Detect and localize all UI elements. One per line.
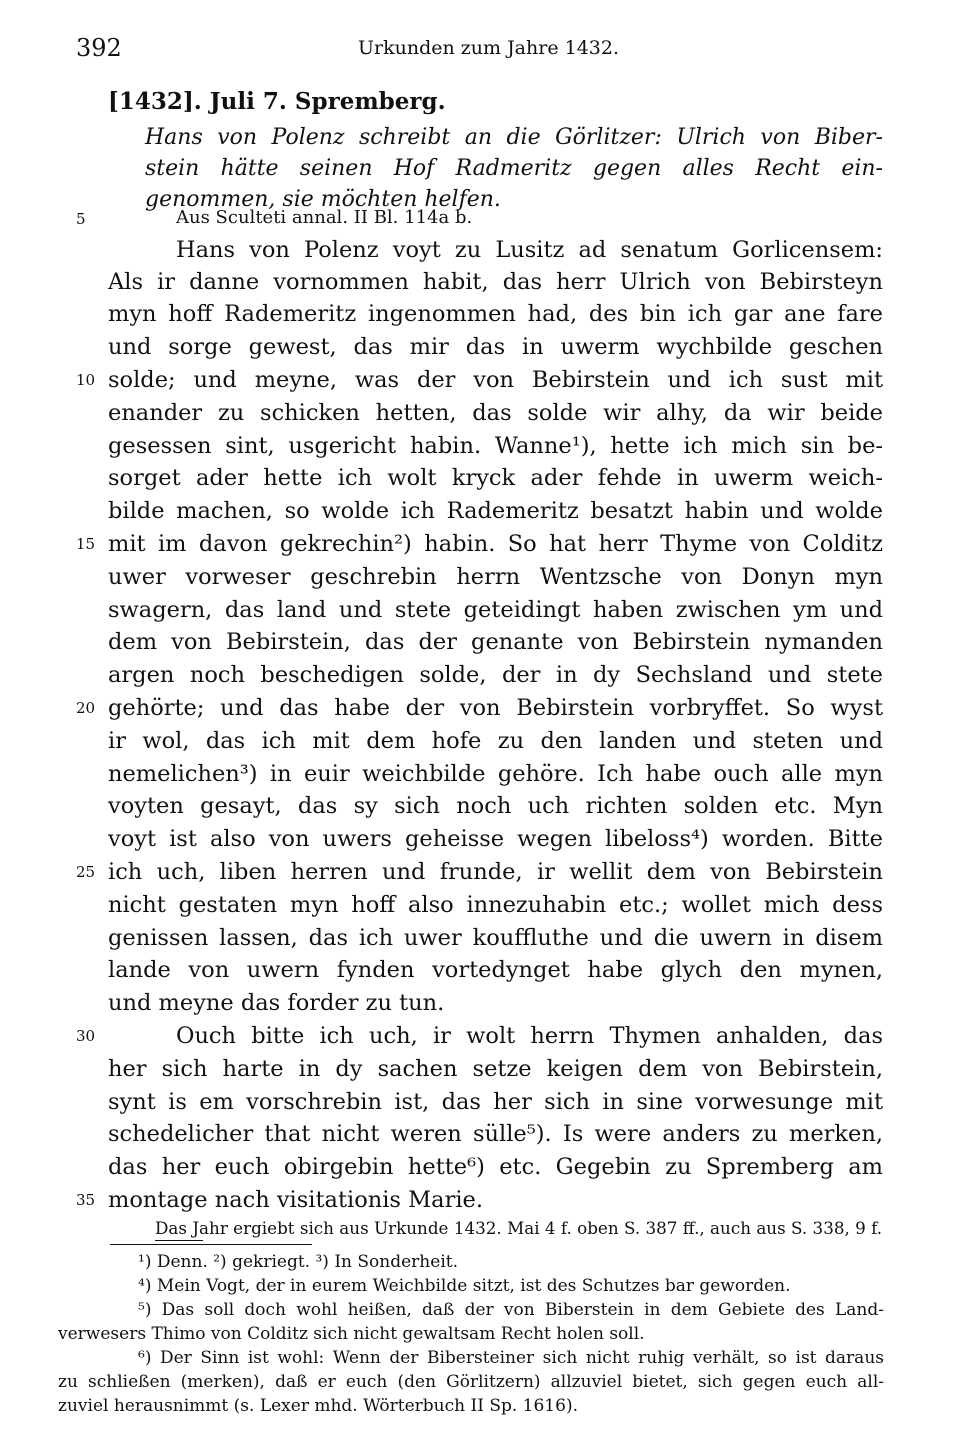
line-number: 10 — [76, 371, 96, 389]
source-reference: Aus Sculteti annal. II Bl. 114a b. — [176, 207, 473, 228]
body-line: sorget ader hette ich wolt kryck ader fehde in uwerm weich- — [108, 465, 883, 491]
footnote-line: ⁴) Mein Vogt, der in eurem Weichbilde sitzt, ist des Schutzes bar geworden. — [138, 1276, 791, 1296]
body-line: uwer vorweser geschrebin herrn Wentzsche von Donyn myn — [108, 564, 883, 590]
regest-line: genommen, sie möchten helfen. — [145, 187, 501, 212]
running-head: Urkunden zum Jahre 1432. — [358, 37, 620, 59]
body-line: her sich harte in dy sachen setze keigen dem von Bebirstein, — [108, 1056, 883, 1082]
body-line: genissen lassen, das ich uwer kouffluthe und die uwern in disem — [108, 925, 883, 951]
body-line: argen noch beschedigen solde, der in dy Sechsland und stete — [108, 662, 883, 688]
dating-note: Das Jahr ergiebt sich aus Urkunde 1432. Mai 4 f. oben S. 387 ff., auch aus S. 338, 9 f. — [155, 1218, 883, 1238]
footnote-line: ¹) Denn. ²) gekriegt. ³) In Sonderheit. — [138, 1252, 458, 1272]
footnote-line: ⁶) Der Sinn ist wohl: Wenn der Bibersteiner sich nicht ruhig verhält, so ist daraus — [138, 1348, 884, 1368]
body-line: und meyne das forder zu tun. — [108, 990, 445, 1016]
body-line: voyt ist also von uwers geheisse wegen libeloss⁴) worden. Bitte — [108, 826, 883, 852]
body-line: lande von uwern fynden vortedynget habe glych den mynen, — [108, 957, 883, 983]
body-line: voyten gesayt, das sy sich noch uch richten solden etc. Myn — [108, 793, 883, 819]
body-line: ir wol, das ich mit dem hofe zu den landen und steten und — [108, 728, 883, 754]
body-line: Als ir danne vornommen habit, das herr Ulrich von Bebirsteyn — [108, 269, 883, 295]
body-line: Hans von Polenz voyt zu Lusitz ad senatum Gorlicensem: — [176, 237, 883, 263]
body-line: mit im davon gekrechin²) habin. So hat herr Thyme von Colditz — [108, 531, 883, 557]
line-number: 25 — [76, 863, 96, 881]
footnote-line: zu schließen (merken), daß er euch (den Görlitzern) allzuviel bietet, sich gegen euch all- — [58, 1372, 884, 1392]
body-line: myn hoff Rademeritz ingenommen had, des bin ich gar ane fare — [108, 301, 883, 327]
body-line: schedelicher that nicht weren sülle⁵). Is were anders zu merken, — [108, 1121, 883, 1147]
body-line: montage nach visitationis Marie. — [108, 1187, 483, 1213]
body-line: solde; und meyne, was der von Bebirstein und ich sust mit — [108, 367, 883, 393]
body-line: ich uch, liben herren und frunde, ir wellit dem von Bebirstein — [108, 859, 883, 885]
body-line: swagern, das land und stete geteidingt haben zwischen ym und — [108, 597, 883, 623]
line-number: 20 — [76, 699, 96, 717]
line-number: 5 — [76, 210, 86, 228]
body-line: und sorge gewest, das mir das in uwerm wychbilde geschen — [108, 334, 883, 360]
entry-heading: [1432]. Juli 7. Spremberg. — [108, 88, 446, 115]
regest-line: Hans von Polenz schreibt an die Görlitzer: Ulrich von Biber- — [145, 125, 883, 150]
footnote-line: zuviel herausnimmt (s. Lexer mhd. Wörterbuch II Sp. 1616). — [58, 1396, 578, 1416]
body-line: nemelichen³) in euir weichbilde gehöre. Ich habe ouch alle myn — [108, 761, 883, 787]
dating-underline — [155, 1240, 203, 1241]
footnote-line: ⁵) Das soll doch wohl heißen, daß der von Biberstein in dem Gebiete des Land- — [138, 1300, 884, 1320]
footnote-line: verwesers Thimo von Colditz sich nicht gewaltsam Recht holen soll. — [58, 1324, 645, 1344]
body-line: synt is em vorschrebin ist, das her sich in sine vorwesunge mit — [108, 1089, 883, 1115]
body-line: gesessen sint, usgericht habin. Wanne¹), hette ich mich sin be- — [108, 433, 883, 459]
body-line: bilde machen, so wolde ich Rademeritz besatzt habin und wolde — [108, 498, 883, 524]
footnote-rule — [110, 1244, 312, 1245]
line-number: 15 — [76, 535, 96, 553]
body-line: nicht gestaten myn hoff also innezuhabin etc.; wollet mich dess — [108, 892, 883, 918]
body-line: gehörte; und das habe der von Bebirstein vorbryffet. So wyst — [108, 695, 883, 721]
page-number: 392 — [76, 34, 122, 62]
body-line: das her euch obirgebin hette⁶) etc. Gegebin zu Spremberg am — [108, 1154, 883, 1180]
body-line: enander zu schicken hetten, das solde wir alhy, da wir beide — [108, 400, 883, 426]
regest-line: stein hätte seinen Hof Radmeritz gegen alles Recht ein- — [145, 156, 883, 181]
body-line: Ouch bitte ich uch, ir wolt herrn Thymen anhalden, das — [176, 1023, 883, 1049]
line-number: 35 — [76, 1191, 96, 1209]
line-number: 30 — [76, 1027, 96, 1045]
body-line: dem von Bebirstein, das der genante von Bebirstein nymanden — [108, 629, 883, 655]
